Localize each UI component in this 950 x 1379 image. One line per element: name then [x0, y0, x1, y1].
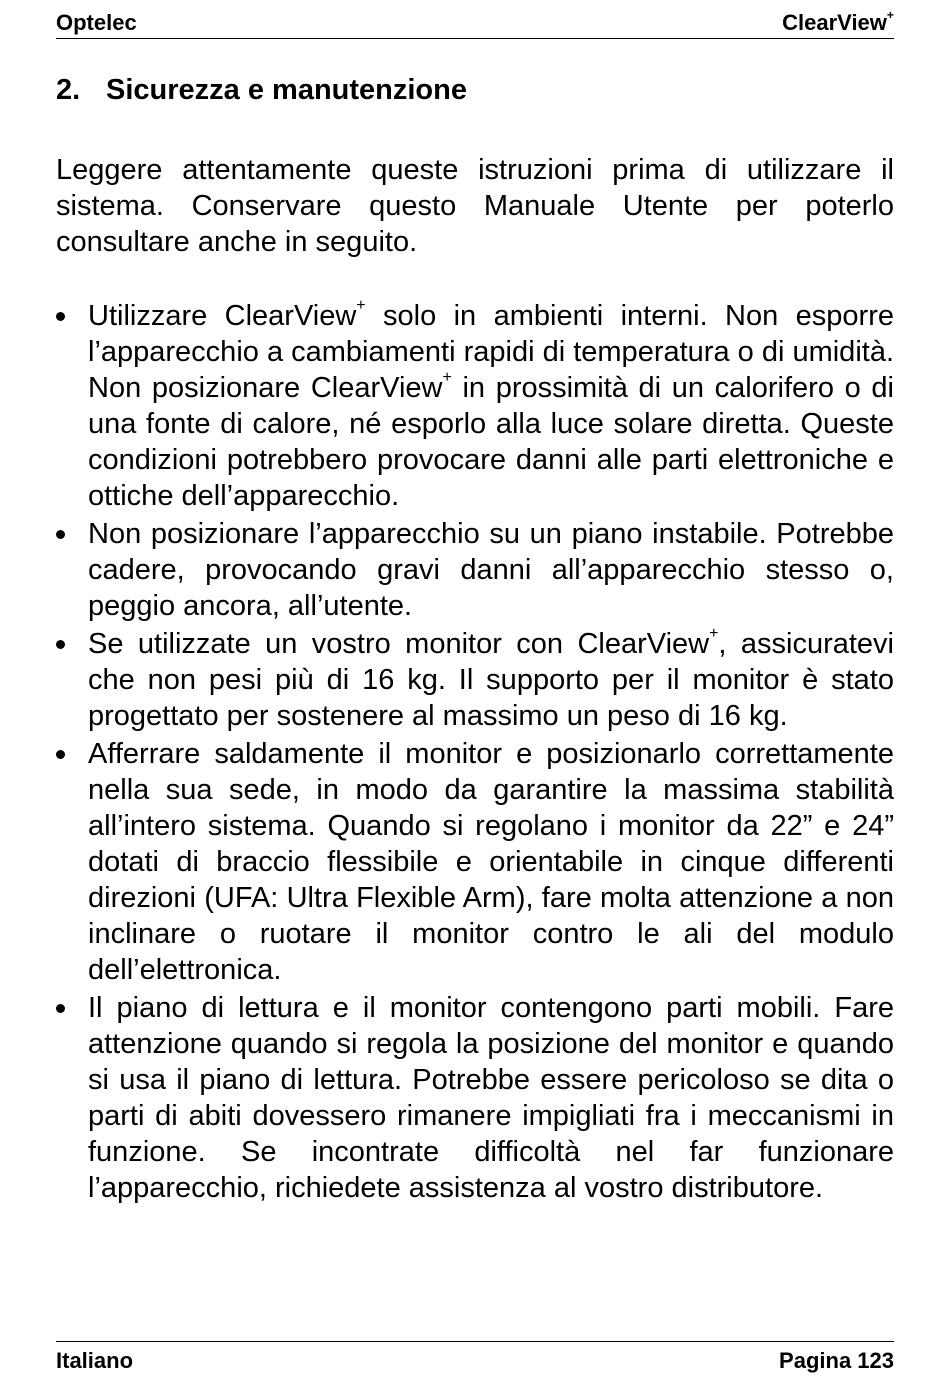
- section-number: 2.: [56, 74, 81, 106]
- list-item: [56, 990, 894, 1206]
- superscript: +: [356, 297, 366, 315]
- list-item: [56, 736, 894, 988]
- footer-language: Italiano: [56, 1348, 134, 1373]
- bullet-icon: [56, 750, 65, 759]
- bullet-text-part: solo in ambienti interni. Non esporre l’apparecchio a cambiamenti rapidi di temperatura o di umidità. Non posizionare ClearView: [88, 300, 894, 404]
- bullet-text: Il piano di lettura e il monitor contengono parti mobili. Fare attenzione quando si regola la posizione del monitor e quando si usa il piano di lettura. Potrebbe essere pericoloso se dita o parti di abiti dovessero rimanere impigliati fra i meccanismi in funzione. Se incontrate difficoltà nel far funzionare l’apparecchio, richiedete assistenza al vostro distributore.: [88, 992, 894, 1204]
- footer-page-number: Pagina 123: [779, 1348, 894, 1373]
- superscript: +: [442, 369, 452, 387]
- list-item: [56, 516, 894, 624]
- section-title: [56, 74, 467, 107]
- bullet-text-part: Utilizzare ClearView: [88, 300, 357, 332]
- bullet-icon: [56, 312, 65, 321]
- bullet-icon: [56, 530, 65, 539]
- intro-paragraph: Leggere attentamente queste istruzioni prima di utilizzare il sistema. Conservare questo Manuale Utente per poterlo consultare anche in seguito.: [56, 154, 894, 258]
- list-item: [56, 298, 894, 514]
- header-product-sup: +: [886, 7, 894, 22]
- list-item: [56, 626, 894, 734]
- header-product-name: ClearView: [782, 10, 887, 35]
- bullet-text: Afferrare saldamente il monitor e posizionarlo correttamente nella sua sede, in modo da garantire la massima stabilità all’intero sistema. Quando si regolano i monitor da 22” e 24” dotati di braccio flessibile e orientabile in cinque differenti direzioni (UFA: Ultra Flexible Arm), fare molta attenzione a non inclinare o ruotare il monitor contro le ali del modulo dell’elettronica.: [88, 738, 894, 986]
- superscript: +: [709, 625, 719, 643]
- page-footer: [56, 1341, 894, 1376]
- page-header: [56, 8, 894, 39]
- header-brand: Optelec: [56, 10, 137, 35]
- section-title-text: Sicurezza e manutenzione: [106, 74, 467, 106]
- bullet-text: Non posizionare l’apparecchio su un piano instabile. Potrebbe cadere, provocando gravi danni all’apparecchio stesso o, peggio ancora, all’utente.: [88, 518, 894, 622]
- bullet-text-part: , assicuratevi che non pesi più di 16 kg. Il supporto per il monitor è stato progettato per sostenere al massimo un peso di 16 kg.: [88, 628, 894, 732]
- header-product: [782, 7, 894, 36]
- bullet-text-part: in prossimità di un calorifero o di una fonte di calore, né esporlo alla luce solare diretta. Queste condizioni potrebbero provocare danni alle parti elettroniche e ottiche dell’apparecchio.: [88, 372, 894, 512]
- bullet-text-part: Se utilizzate un vostro monitor con ClearView: [88, 628, 710, 660]
- bullet-icon: [56, 1004, 65, 1013]
- safety-list: [56, 298, 894, 1208]
- bullet-icon: [56, 640, 65, 649]
